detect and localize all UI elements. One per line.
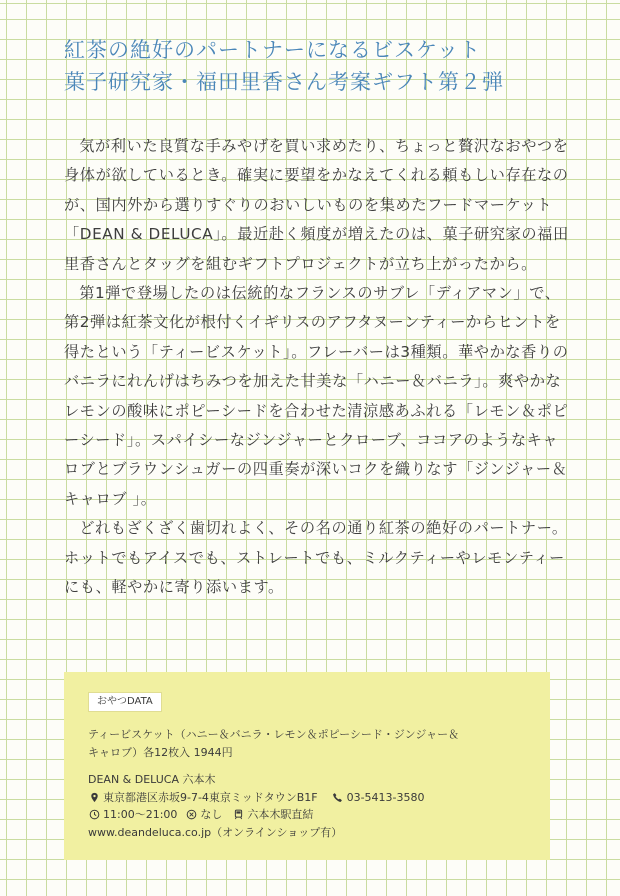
website[interactable]: www.deandeluca.co.jp（オンラインショップ有） — [88, 825, 343, 839]
product-line-1: ティービスケット（ハニー＆バニラ・レモン＆ポピーシード・ジンジャー＆ — [88, 728, 460, 741]
paragraph-3: どれもざくざく歯切れよく、その名の通り紅茶の絶好のパートナー。ホットでもアイスでも、ストレートでも、ミルクティーやレモンティーにも、軽やかに寄り添います。 — [64, 519, 568, 597]
train-icon — [232, 809, 244, 821]
paragraph-1: 気が利いた良質な手みやげを買い求めたり、ちょっと贅沢なおやつを身体が欲しているとき。確実に要望をかなえてくれる頼もしい存在なのが、国内外から選りすぐりのおいしいものを集めたフードマーケット「DEAN & DELUCA」。最近赴く頻度が増えたのは、菓子研究家の福田里香さんとタッグを組むギフトプロジェクトが立ち上がったから。 — [64, 137, 569, 273]
closed-days: なし — [200, 808, 223, 821]
address: 東京都港区赤坂9-7-4東京ミッドタウンB1F — [103, 790, 318, 804]
headline — [64, 34, 604, 98]
location-pin-icon — [88, 791, 100, 803]
data-tag: おやつDATA — [88, 692, 162, 712]
snack-data-box — [64, 672, 550, 860]
hours-row — [88, 806, 526, 824]
product-line-2: キャロブ）各12枚入 1944円 — [88, 745, 233, 759]
station: 六本木駅直結 — [247, 808, 314, 821]
address-row — [88, 789, 526, 807]
shop-name: DEAN & DELUCA 六本木 — [88, 773, 216, 786]
hours: 11:00〜21:00 — [103, 808, 178, 821]
closed-day-icon — [185, 809, 197, 821]
headline-line-1: 紅茶の絶好のパートナーになるビスケット — [64, 38, 481, 62]
phone-icon — [332, 791, 344, 803]
paragraph-2: 第1弾で登場したのは伝統的なフランスのサブレ「ディアマン」で、第2弾は紅茶文化が根付くイギリスのアフタヌーンティーからヒントを得たという「ティービスケット」。フレーバーは3種類。華やかな香りのバニラにれんげはちみつを加えた甘美な「ハニー＆バニラ」。爽やかなレモンの酸味にポピーシードを合わせた清涼感あふれる「レモン＆ポピーシード」。スパイシーなジンジャーとクローブ、ココアのようなキャロブとブラウンシュガーの四重奏が深いコクを織りなす「ジンジャー＆キャロブ 」。 — [64, 284, 569, 508]
phone: 03-5413-3580 — [346, 790, 425, 804]
headline-line-2: 菓子研究家・福田里香さん考案ギフト第２弾 — [64, 70, 504, 94]
article-body — [64, 132, 574, 603]
clock-icon — [88, 809, 100, 821]
